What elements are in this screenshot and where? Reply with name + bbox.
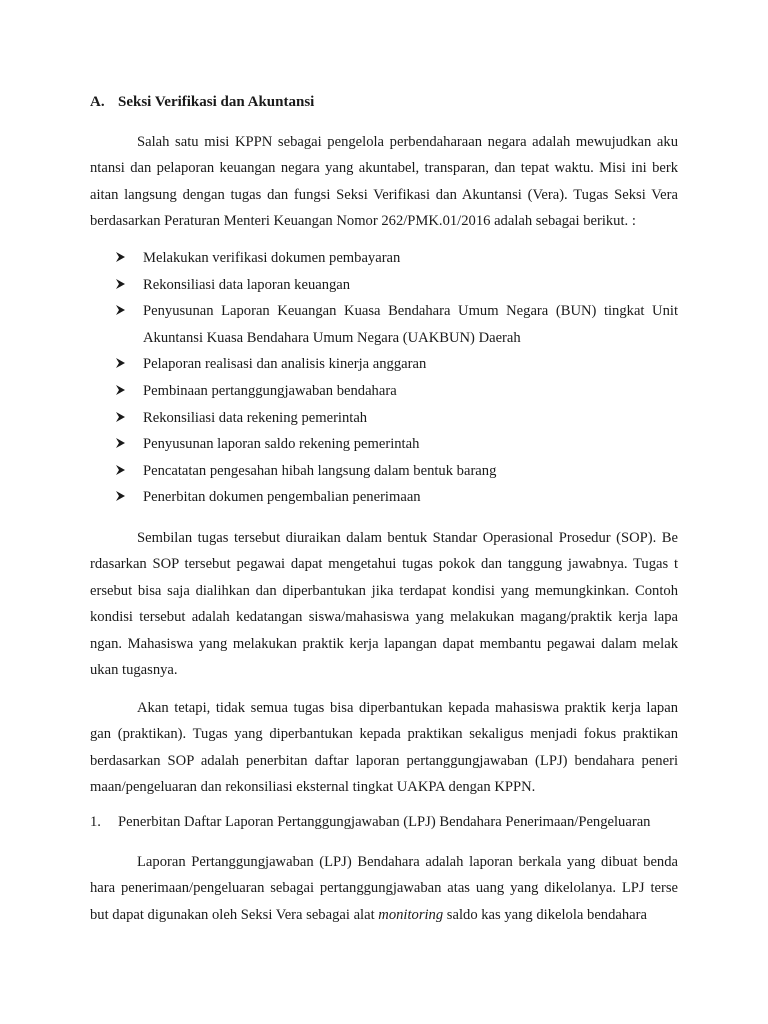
arrow-bullet-icon [115, 351, 131, 378]
paragraph-line: ngan. Mahasiswa yang melakukan praktik kerja lapangan dapat membantu pegawai dalam melak [90, 635, 678, 652]
arrow-bullet-icon [115, 298, 131, 325]
sop-paragraph [90, 525, 678, 683]
paragraph-line: Salah satu misi KPPN sebagai pengelola perbendaharaan negara adalah mewujudkan aku [137, 134, 678, 150]
duties-list [115, 245, 678, 511]
praktikan-paragraph [90, 695, 678, 801]
list-item: Penerbitan dokumen pengembalian penerimaan [115, 484, 678, 511]
arrow-bullet-icon [115, 245, 131, 272]
list-item: Penyusunan Laporan Keuangan Kuasa Bendahara Umum Negara (BUN) tingkat Unit Akuntansi Kuasa Bendahara Umum Negara (UAKBUN) Daerah [115, 298, 678, 351]
list-item: Melakukan verifikasi dokumen pembayaran [115, 245, 678, 272]
subsection-number: 1. [90, 814, 101, 830]
section-heading [90, 94, 314, 111]
arrow-bullet-icon [115, 405, 131, 432]
arrow-bullet-icon [115, 378, 131, 405]
emphasis-monitoring: monitoring [378, 906, 444, 923]
list-item: Rekonsiliasi data laporan keuangan [115, 272, 678, 299]
paragraph-line: aitan langsung dengan tugas dan fungsi Seksi Verifikasi dan Akuntansi (Vera). Tugas Seksi Vera [90, 186, 678, 203]
paragraph-line: Laporan Pertanggungjawaban (LPJ) Bendahara adalah laporan berkala yang dibuat benda [137, 854, 678, 870]
paragraph-line: but dapat digunakan oleh Seksi Vera sebagai alat monitoring saldo kas yang dikelola bendahara [90, 906, 647, 923]
paragraph-line: kondisi tersebut adalah kedatangan siswa/mahasiswa yang melakukan magang/praktik kerja lapa [90, 609, 678, 626]
paragraph-line: hara penerimaan/pengeluaran sebagai pertanggungjawaban atas uang yang dikelolanya. LPJ terse [90, 880, 678, 897]
arrow-bullet-icon [115, 272, 131, 299]
lpj-paragraph [90, 849, 678, 928]
list-item: Penyusunan laporan saldo rekening pemerintah [115, 431, 678, 458]
subsection-title: Penerbitan Daftar Laporan Pertanggungjawaban (LPJ) Bendahara Penerimaan/Pengeluaran [118, 814, 651, 830]
paragraph-line: ntansi dan pelaporan keuangan negara yang akuntabel, transparan, dan tepat waktu. Misi ini berk [90, 160, 678, 177]
paragraph-line: gan (praktikan). Tugas yang diperbantukan kepada praktikan sekaligus menjadi fokus praktikan [90, 726, 678, 743]
arrow-bullet-icon [115, 458, 131, 485]
list-item: Pelaporan realisasi dan analisis kinerja anggaran [115, 351, 678, 378]
arrow-bullet-icon [115, 484, 131, 511]
section-title: Seksi Verifikasi dan Akuntansi [118, 94, 315, 110]
list-item: Rekonsiliasi data rekening pemerintah [115, 405, 678, 432]
paragraph-line: ukan tugasnya. [90, 661, 178, 678]
intro-paragraph [90, 129, 678, 235]
paragraph-line: Akan tetapi, tidak semua tugas bisa diperbantukan kepada mahasiswa praktik kerja lapan [137, 700, 678, 716]
paragraph-line: maan/pengeluaran dan rekonsiliasi eksternal tingkat UAKPA dengan KPPN. [90, 779, 536, 796]
list-item: Pembinaan pertanggungjawaban bendahara [115, 378, 678, 405]
subsection-heading [90, 814, 650, 831]
section-number: A. [90, 94, 105, 110]
paragraph-line: berdasarkan Peraturan Menteri Keuangan Nomor 262/PMK.01/2016 adalah sebagai berikut. : [90, 213, 636, 230]
paragraph-line: rdasarkan SOP tersebut pegawai dapat mengetahui tugas pokok dan tanggung jawabnya. Tugas t [90, 556, 678, 573]
list-item: Pencatatan pengesahan hibah langsung dalam bentuk barang [115, 458, 678, 485]
arrow-bullet-icon [115, 431, 131, 458]
paragraph-line: berdasarkan SOP adalah penerbitan daftar laporan pertanggungjawaban (LPJ) bendahara peneri [90, 752, 678, 769]
paragraph-line: Sembilan tugas tersebut diuraikan dalam bentuk Standar Operasional Prosedur (SOP). Be [137, 530, 678, 546]
paragraph-line: ersebut bisa saja dialihkan dan diperbantukan jika terdapat kondisi yang memungkinkan. Contoh [90, 582, 678, 599]
